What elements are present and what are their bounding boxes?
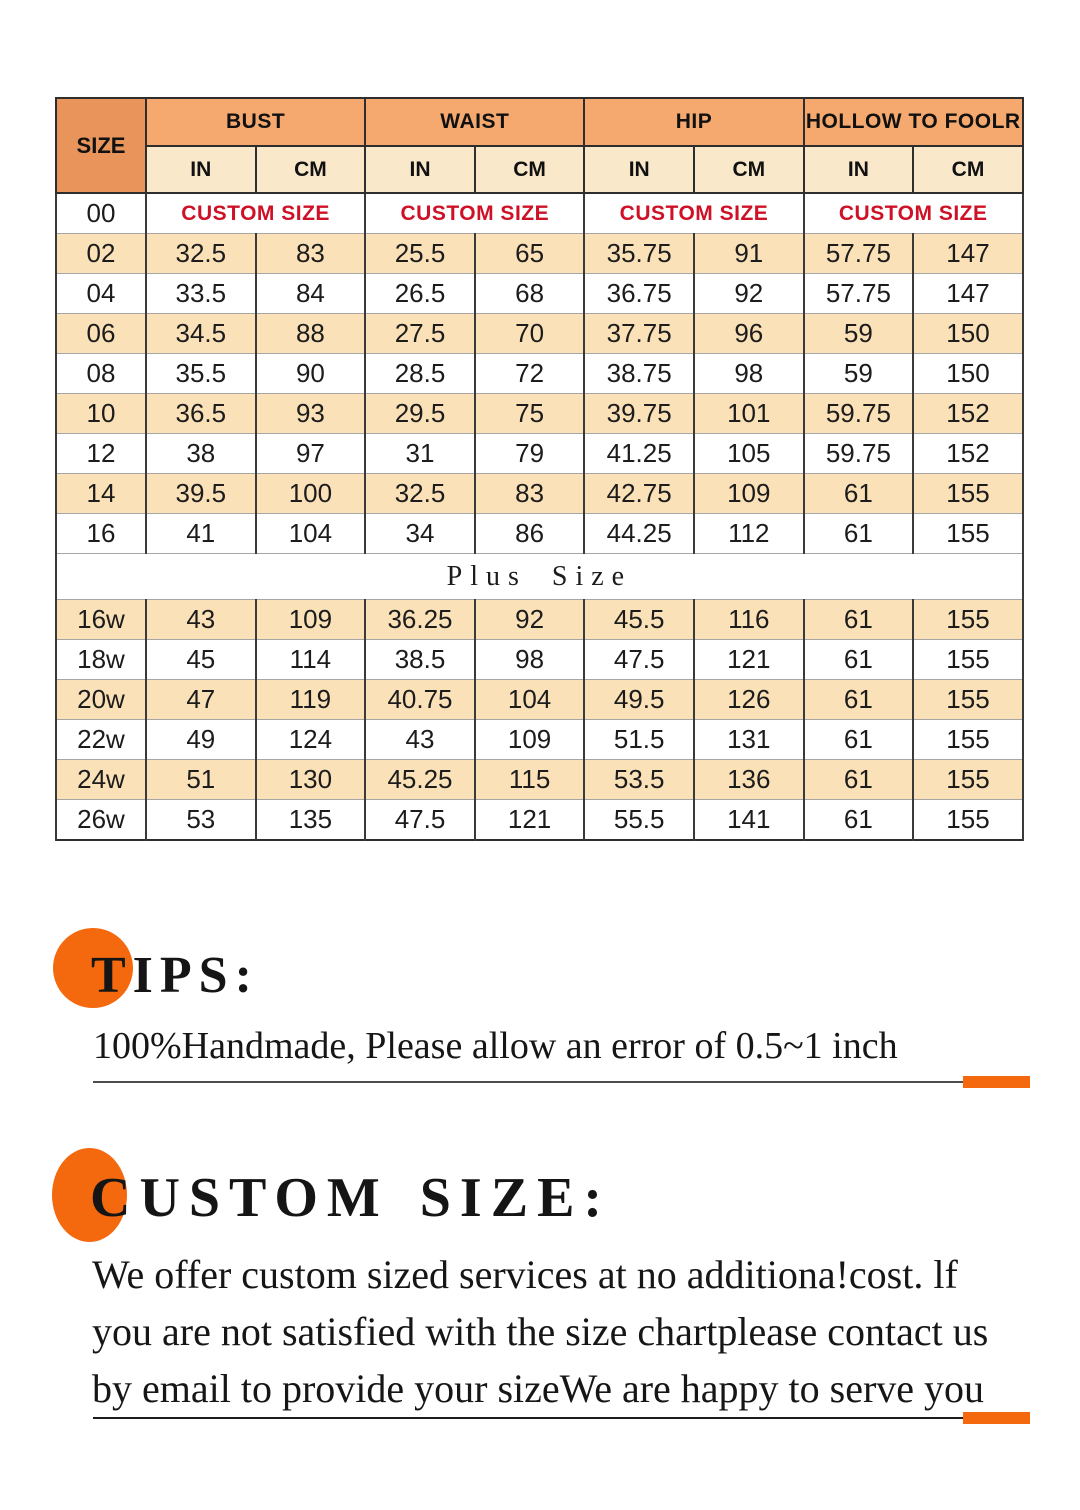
measurement-cell: 51.5	[584, 720, 694, 760]
measurement-cell: 36.5	[146, 394, 256, 434]
measurement-cell: 98	[694, 354, 804, 394]
measurement-cell: 121	[694, 640, 804, 680]
custom-size-cell: CUSTOM SIZE	[584, 193, 803, 234]
measurement-cell: 33.5	[146, 274, 256, 314]
size-cell: 16w	[56, 600, 146, 640]
measurement-cell: 98	[475, 640, 585, 680]
size-cell: 10	[56, 394, 146, 434]
plus-size-label: Plus Size	[56, 554, 1023, 600]
measurement-cell: 91	[694, 234, 804, 274]
measurement-cell: 45	[146, 640, 256, 680]
measurement-cell: 61	[804, 720, 914, 760]
size-cell: 16	[56, 514, 146, 554]
measurement-cell: 109	[694, 474, 804, 514]
measurement-cell: 57.75	[804, 234, 914, 274]
measurement-cell: 115	[475, 760, 585, 800]
measurement-cell: 136	[694, 760, 804, 800]
size-cell: 18w	[56, 640, 146, 680]
size-cell: 02	[56, 234, 146, 274]
measurement-cell: 79	[475, 434, 585, 474]
measurement-cell: 109	[256, 600, 366, 640]
measurement-cell: 70	[475, 314, 585, 354]
measurement-cell: 53.5	[584, 760, 694, 800]
measurement-cell: 61	[804, 640, 914, 680]
measurement-cell: 112	[694, 514, 804, 554]
size-cell: 24w	[56, 760, 146, 800]
bust-group-header: BUST	[146, 98, 365, 146]
size-cell: 12	[56, 434, 146, 474]
measurement-cell: 90	[256, 354, 366, 394]
measurement-cell: 83	[475, 474, 585, 514]
measurement-cell: 109	[475, 720, 585, 760]
plus-size-divider-row	[56, 554, 1023, 600]
unit-header-cm: CM	[475, 146, 585, 193]
size-chart-table	[55, 97, 1024, 841]
measurement-cell: 152	[913, 434, 1023, 474]
measurement-cell: 37.75	[584, 314, 694, 354]
size-chart-table-wrap	[55, 97, 1022, 841]
measurement-cell: 38	[146, 434, 256, 474]
measurement-cell: 104	[256, 514, 366, 554]
measurement-cell: 47.5	[365, 800, 475, 841]
size-cell: 08	[56, 354, 146, 394]
measurement-cell: 55.5	[584, 800, 694, 841]
table-row	[56, 394, 1023, 434]
measurement-cell: 119	[256, 680, 366, 720]
table-row	[56, 720, 1023, 760]
table-row	[56, 800, 1023, 841]
measurement-cell: 84	[256, 274, 366, 314]
measurement-cell: 61	[804, 474, 914, 514]
measurement-cell: 152	[913, 394, 1023, 434]
measurement-cell: 65	[475, 234, 585, 274]
measurement-cell: 83	[256, 234, 366, 274]
table-row	[56, 234, 1023, 274]
custom-size-cell: CUSTOM SIZE	[365, 193, 584, 234]
measurement-cell: 47.5	[584, 640, 694, 680]
divider-line	[93, 1081, 1030, 1083]
measurement-cell: 150	[913, 314, 1023, 354]
measurement-cell: 45.25	[365, 760, 475, 800]
measurement-cell: 155	[913, 720, 1023, 760]
measurement-cell: 35.5	[146, 354, 256, 394]
measurement-cell: 124	[256, 720, 366, 760]
size-cell: 26w	[56, 800, 146, 841]
size-cell: 04	[56, 274, 146, 314]
measurement-cell: 68	[475, 274, 585, 314]
measurement-cell: 41.25	[584, 434, 694, 474]
unit-header-cm: CM	[694, 146, 804, 193]
measurement-cell: 61	[804, 680, 914, 720]
measurement-cell: 155	[913, 640, 1023, 680]
measurement-cell: 105	[694, 434, 804, 474]
measurement-cell: 88	[256, 314, 366, 354]
measurement-cell: 75	[475, 394, 585, 434]
measurement-cell: 131	[694, 720, 804, 760]
measurement-cell: 31	[365, 434, 475, 474]
tips-heading: TIPS:	[91, 947, 259, 1004]
measurement-cell: 59	[804, 314, 914, 354]
measurement-cell: 28.5	[365, 354, 475, 394]
custom-size-cell: CUSTOM SIZE	[804, 193, 1023, 234]
table-row	[56, 314, 1023, 354]
custom-size-row	[56, 193, 1023, 234]
measurement-cell: 25.5	[365, 234, 475, 274]
measurement-cell: 59.75	[804, 394, 914, 434]
table-row	[56, 274, 1023, 314]
measurement-cell: 61	[804, 760, 914, 800]
hip-group-header: HIP	[584, 98, 803, 146]
table-row	[56, 600, 1023, 640]
tips-body-text: 100%Handmade, Please allow an error of 0.5~1 inch	[93, 1025, 898, 1067]
size-column-header: SIZE	[56, 98, 146, 193]
measurement-cell: 61	[804, 514, 914, 554]
unit-header-in: IN	[584, 146, 694, 193]
table-row	[56, 514, 1023, 554]
measurement-cell: 155	[913, 760, 1023, 800]
table-row	[56, 680, 1023, 720]
measurement-cell: 32.5	[146, 234, 256, 274]
measurement-cell: 51	[146, 760, 256, 800]
measurement-cell: 45.5	[584, 600, 694, 640]
measurement-cell: 26.5	[365, 274, 475, 314]
measurement-cell: 43	[365, 720, 475, 760]
measurement-cell: 27.5	[365, 314, 475, 354]
measurement-cell: 49.5	[584, 680, 694, 720]
table-row	[56, 354, 1023, 394]
measurement-cell: 53	[146, 800, 256, 841]
hollow-to-floor-group-header: HOLLOW TO FOOLR	[804, 98, 1023, 146]
measurement-cell: 57.75	[804, 274, 914, 314]
measurement-cell: 59	[804, 354, 914, 394]
measurement-cell: 36.75	[584, 274, 694, 314]
waist-group-header: WAIST	[365, 98, 584, 146]
measurement-cell: 86	[475, 514, 585, 554]
group-header-row	[56, 98, 1023, 146]
measurement-cell: 100	[256, 474, 366, 514]
unit-header-in: IN	[804, 146, 914, 193]
table-row	[56, 434, 1023, 474]
measurement-cell: 36.25	[365, 600, 475, 640]
measurement-cell: 155	[913, 600, 1023, 640]
measurement-cell: 155	[913, 680, 1023, 720]
measurement-cell: 155	[913, 800, 1023, 841]
measurement-cell: 116	[694, 600, 804, 640]
measurement-cell: 39.5	[146, 474, 256, 514]
measurement-cell: 38.75	[584, 354, 694, 394]
custom-size-cell: CUSTOM SIZE	[146, 193, 365, 234]
measurement-cell: 147	[913, 274, 1023, 314]
measurement-cell: 121	[475, 800, 585, 841]
measurement-cell: 135	[256, 800, 366, 841]
measurement-cell: 32.5	[365, 474, 475, 514]
unit-header-cm: CM	[256, 146, 366, 193]
measurement-cell: 104	[475, 680, 585, 720]
measurement-cell: 47	[146, 680, 256, 720]
unit-header-in: IN	[146, 146, 256, 193]
unit-header-cm: CM	[913, 146, 1023, 193]
measurement-cell: 29.5	[365, 394, 475, 434]
measurement-cell: 43	[146, 600, 256, 640]
measurement-cell: 34.5	[146, 314, 256, 354]
size-cell: 00	[56, 193, 146, 234]
measurement-cell: 96	[694, 314, 804, 354]
unit-header-row	[56, 146, 1023, 193]
size-cell: 14	[56, 474, 146, 514]
measurement-cell: 61	[804, 800, 914, 841]
measurement-cell: 72	[475, 354, 585, 394]
measurement-cell: 40.75	[365, 680, 475, 720]
measurement-cell: 130	[256, 760, 366, 800]
unit-header-in: IN	[365, 146, 475, 193]
measurement-cell: 35.75	[584, 234, 694, 274]
measurement-cell: 92	[475, 600, 585, 640]
measurement-cell: 126	[694, 680, 804, 720]
divider-accent-bar	[963, 1076, 1030, 1088]
measurement-cell: 38.5	[365, 640, 475, 680]
custom-size-heading: CUSTOM SIZE:	[90, 1167, 612, 1229]
size-cell: 22w	[56, 720, 146, 760]
size-cell: 20w	[56, 680, 146, 720]
measurement-cell: 59.75	[804, 434, 914, 474]
measurement-cell: 49	[146, 720, 256, 760]
table-row	[56, 640, 1023, 680]
measurement-cell: 41	[146, 514, 256, 554]
table-row	[56, 760, 1023, 800]
divider-accent-bar	[963, 1412, 1030, 1424]
measurement-cell: 39.75	[584, 394, 694, 434]
measurement-cell: 141	[694, 800, 804, 841]
measurement-cell: 61	[804, 600, 914, 640]
measurement-cell: 150	[913, 354, 1023, 394]
measurement-cell: 97	[256, 434, 366, 474]
measurement-cell: 155	[913, 514, 1023, 554]
custom-size-body-text: We offer custom sized services at no additiona!cost. lf you are not satisfied with the size chartplease contact us by email to provide your sizeWe are happy to serve you	[92, 1252, 989, 1411]
size-cell: 06	[56, 314, 146, 354]
table-row	[56, 474, 1023, 514]
measurement-cell: 92	[694, 274, 804, 314]
measurement-cell: 114	[256, 640, 366, 680]
measurement-cell: 147	[913, 234, 1023, 274]
measurement-cell: 101	[694, 394, 804, 434]
measurement-cell: 44.25	[584, 514, 694, 554]
divider-line	[93, 1417, 1030, 1419]
measurement-cell: 42.75	[584, 474, 694, 514]
measurement-cell: 93	[256, 394, 366, 434]
measurement-cell: 155	[913, 474, 1023, 514]
measurement-cell: 34	[365, 514, 475, 554]
